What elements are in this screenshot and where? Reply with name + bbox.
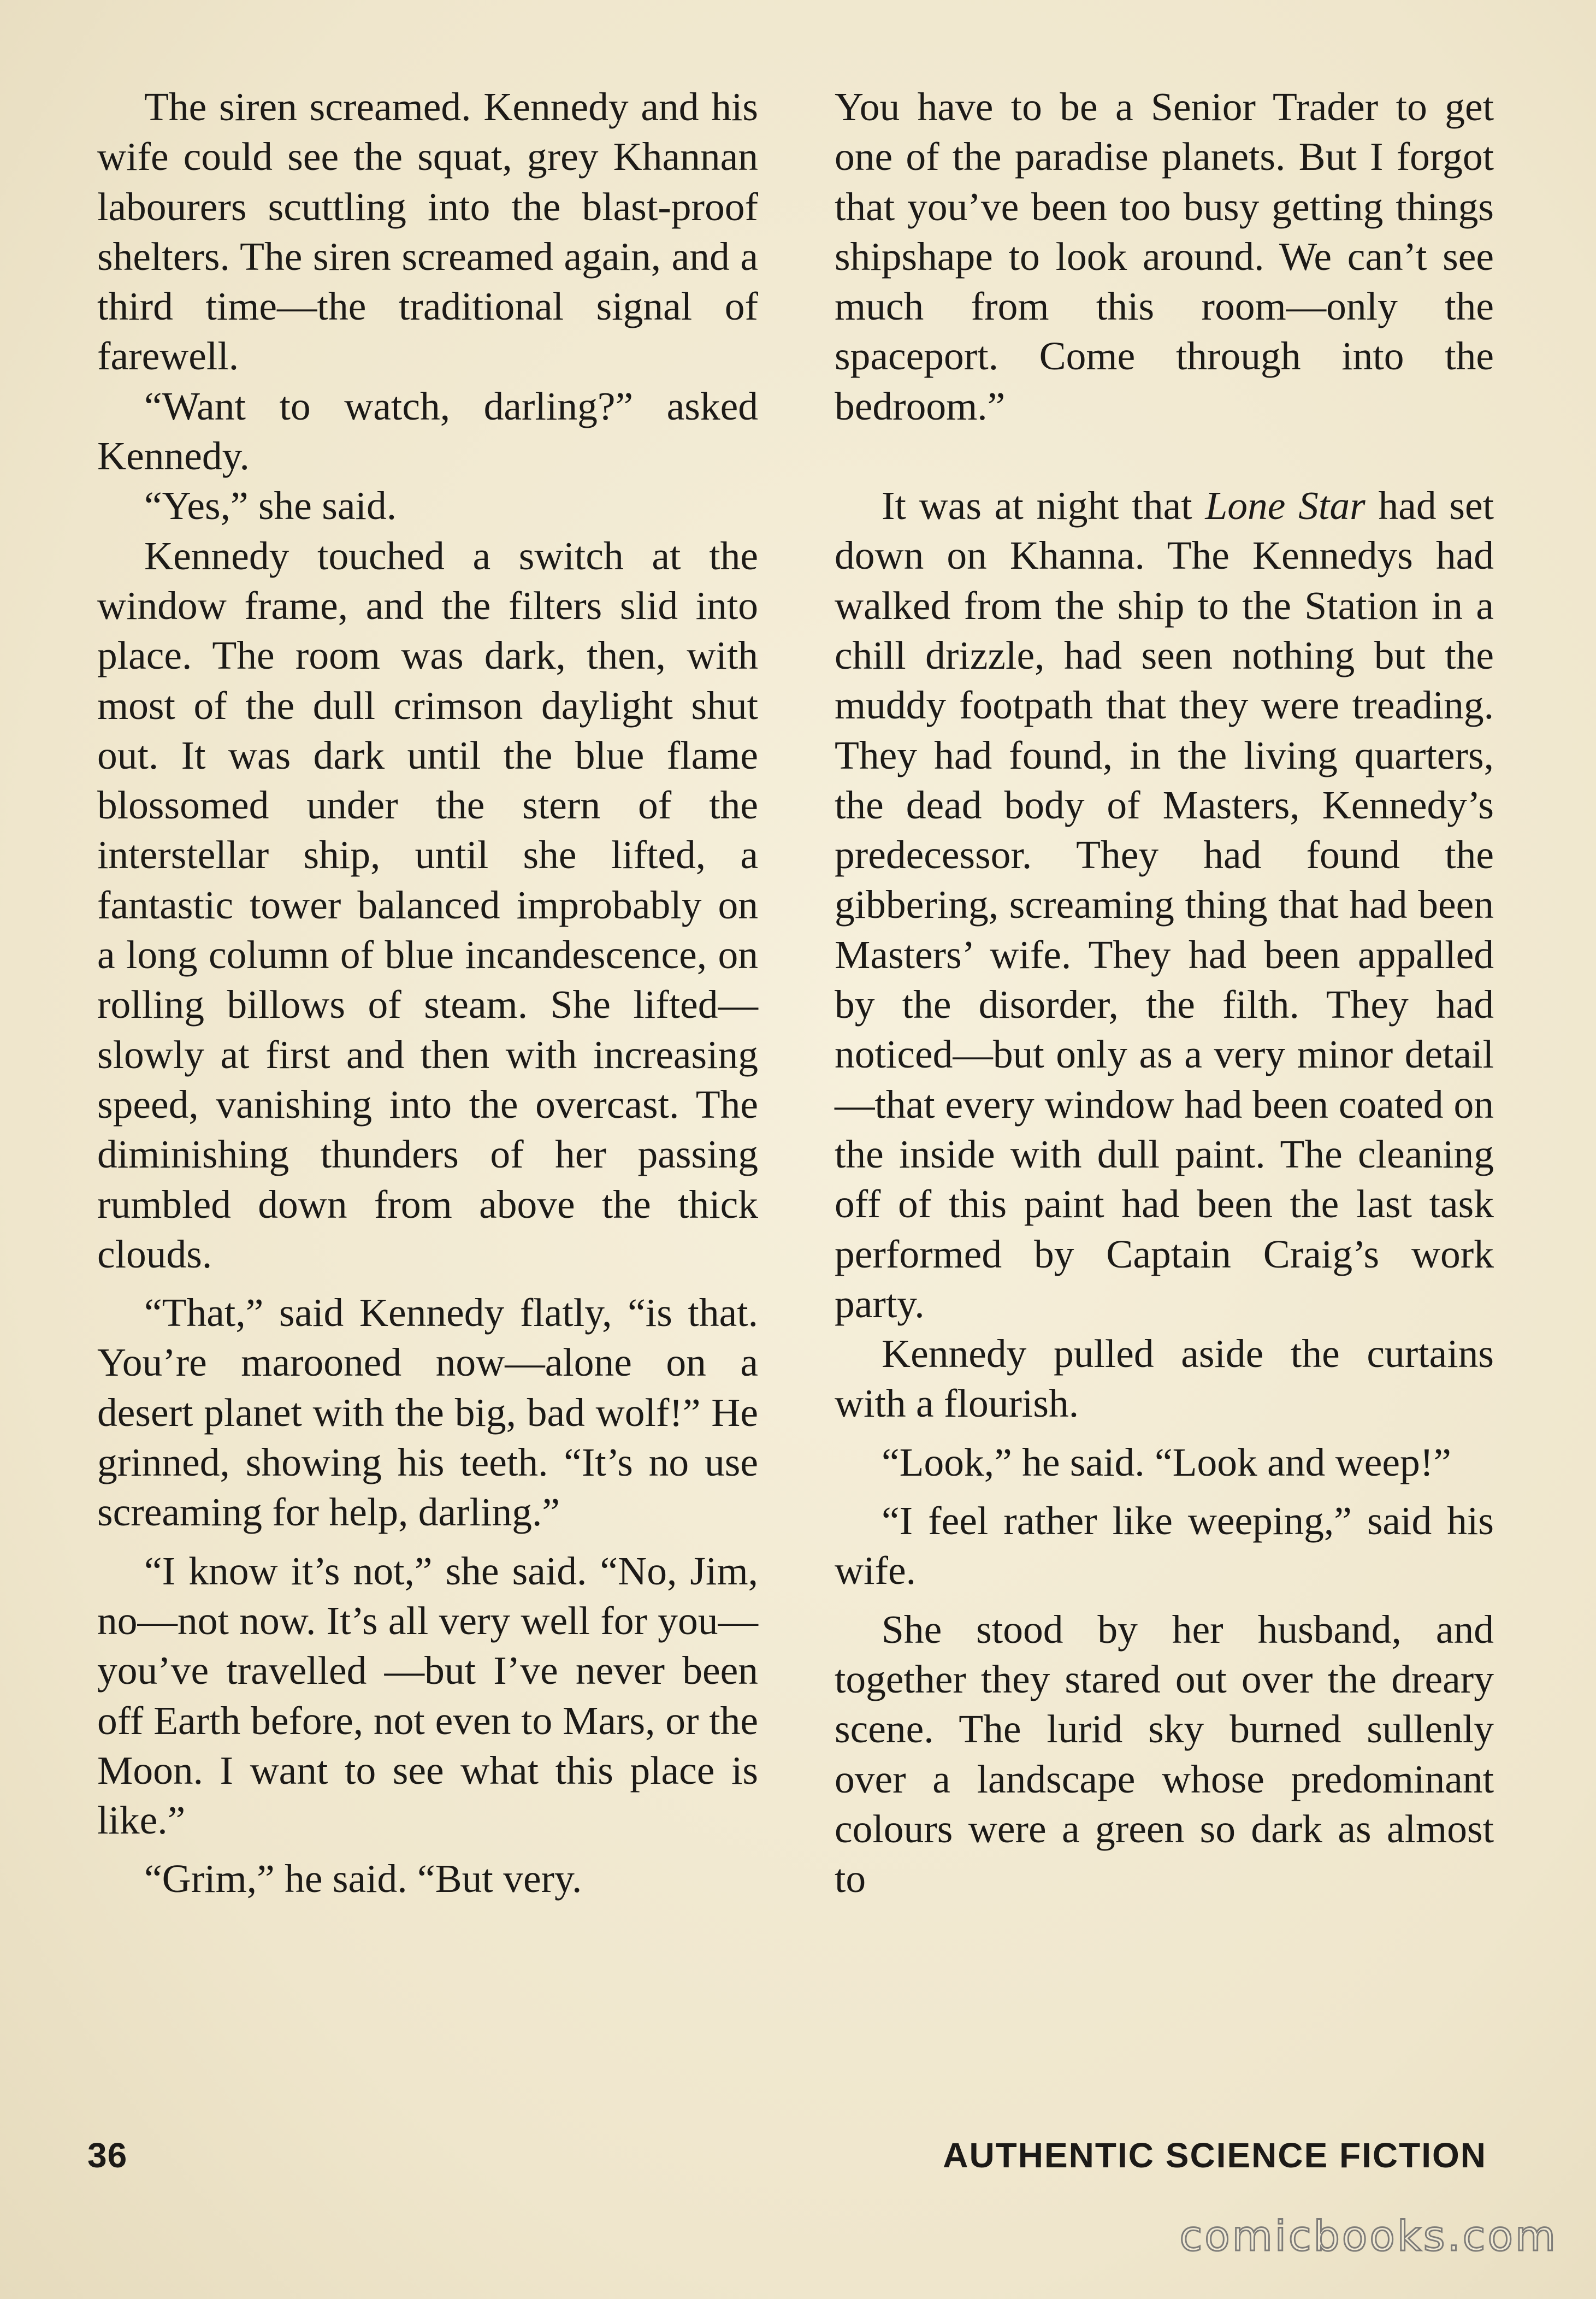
paragraph: “That,” said Kennedy flatly, “is that. You’re marooned now—alone on a desert planet with the big, bad wolf!” He grinned, showing his teeth. “It’s no use screaming for help, darling.” bbox=[97, 1290, 758, 1535]
section-start-paragraph bbox=[835, 481, 1494, 1329]
continued-paragraph: You have to be a Senior Trader to get one of the paradise planets. But I forgot that you’ve been too busy getting things shipshape to look around. We can’t see much from this room—only the spaceport. Come through into the bedroom.” bbox=[835, 85, 1494, 428]
paragraph: “Grim,” he said. “But very. bbox=[144, 1856, 582, 1901]
paragraph: “I know it’s not,” she said. “No, Jim, no—not now. It’s all very well for you—you’ve travelled —but I’ve never been off Earth before, not even to Mars, or the Moon. I want to see what this place is like.” bbox=[97, 1548, 758, 1843]
left-text-column bbox=[97, 82, 758, 1904]
paragraph: She stood by her husband, and together they stared out over the dreary scene. The lurid sky burned sullenly over a landscape whose predominant colours were a green so dark as almost to bbox=[835, 1607, 1494, 1901]
page-number: 36 bbox=[87, 2136, 128, 2175]
paragraph: Kennedy pulled aside the curtains with a flourish. bbox=[835, 1331, 1494, 1426]
paragraph: “Want to watch, darling?” asked Kennedy. bbox=[97, 384, 758, 479]
paragraph: “I feel rather like weeping,” said his wife. bbox=[835, 1499, 1494, 1593]
paragraph: Kennedy touched a switch at the window frame, and the filters slid into place. The room was dark, then, with most of the dull crimson daylight shut out. It was dark until the blue flame blossomed under the stern of the interstellar ship, until she lifted, a fantastic tower balanced improbably on a long column of blue incandescence, on rolling billows of steam. She lifted—slowly at first and then with increasing speed, vanishing into the overcast. The diminishing thunders of her passing rumbled down from above the thick clouds. bbox=[97, 533, 758, 1276]
magazine-title: AUTHENTIC SCIENCE FICTION bbox=[943, 2136, 1487, 2175]
right-text-column bbox=[835, 82, 1494, 1903]
paragraph: “Look,” he said. “Look and weep!” bbox=[882, 1440, 1451, 1484]
paragraph: The siren screamed. Kennedy and his wife could see the squat, grey Khannan labourers scuttling into the blast-proof shelters. The siren screamed again, and a third time—the traditional signal of farewell. bbox=[97, 85, 758, 379]
paragraph-text: It was at night that bbox=[882, 484, 1205, 528]
ship-name: Lone Star bbox=[1205, 484, 1366, 528]
paragraph: “Yes,” she said. bbox=[144, 484, 397, 528]
paragraph-text: had set down on Khanna. The Kennedys had walked from the ship to the Station in a chill drizzle, had seen nothing but the muddy footpath that they were treading. They had found, in the living quarters, the dead body of Masters, Kennedy’s predecessor. They had found the gibbering, screaming thing that had been Masters’ wife. They had been appalled by the disorder, the filth. They had noticed—but only as a very minor detail—that every window had been coated on the inside with dull paint. The cleaning off of this paint had been the last task performed by Captain Craig’s work party. bbox=[835, 484, 1494, 1326]
watermark: comicbooks.com bbox=[1179, 2212, 1558, 2260]
